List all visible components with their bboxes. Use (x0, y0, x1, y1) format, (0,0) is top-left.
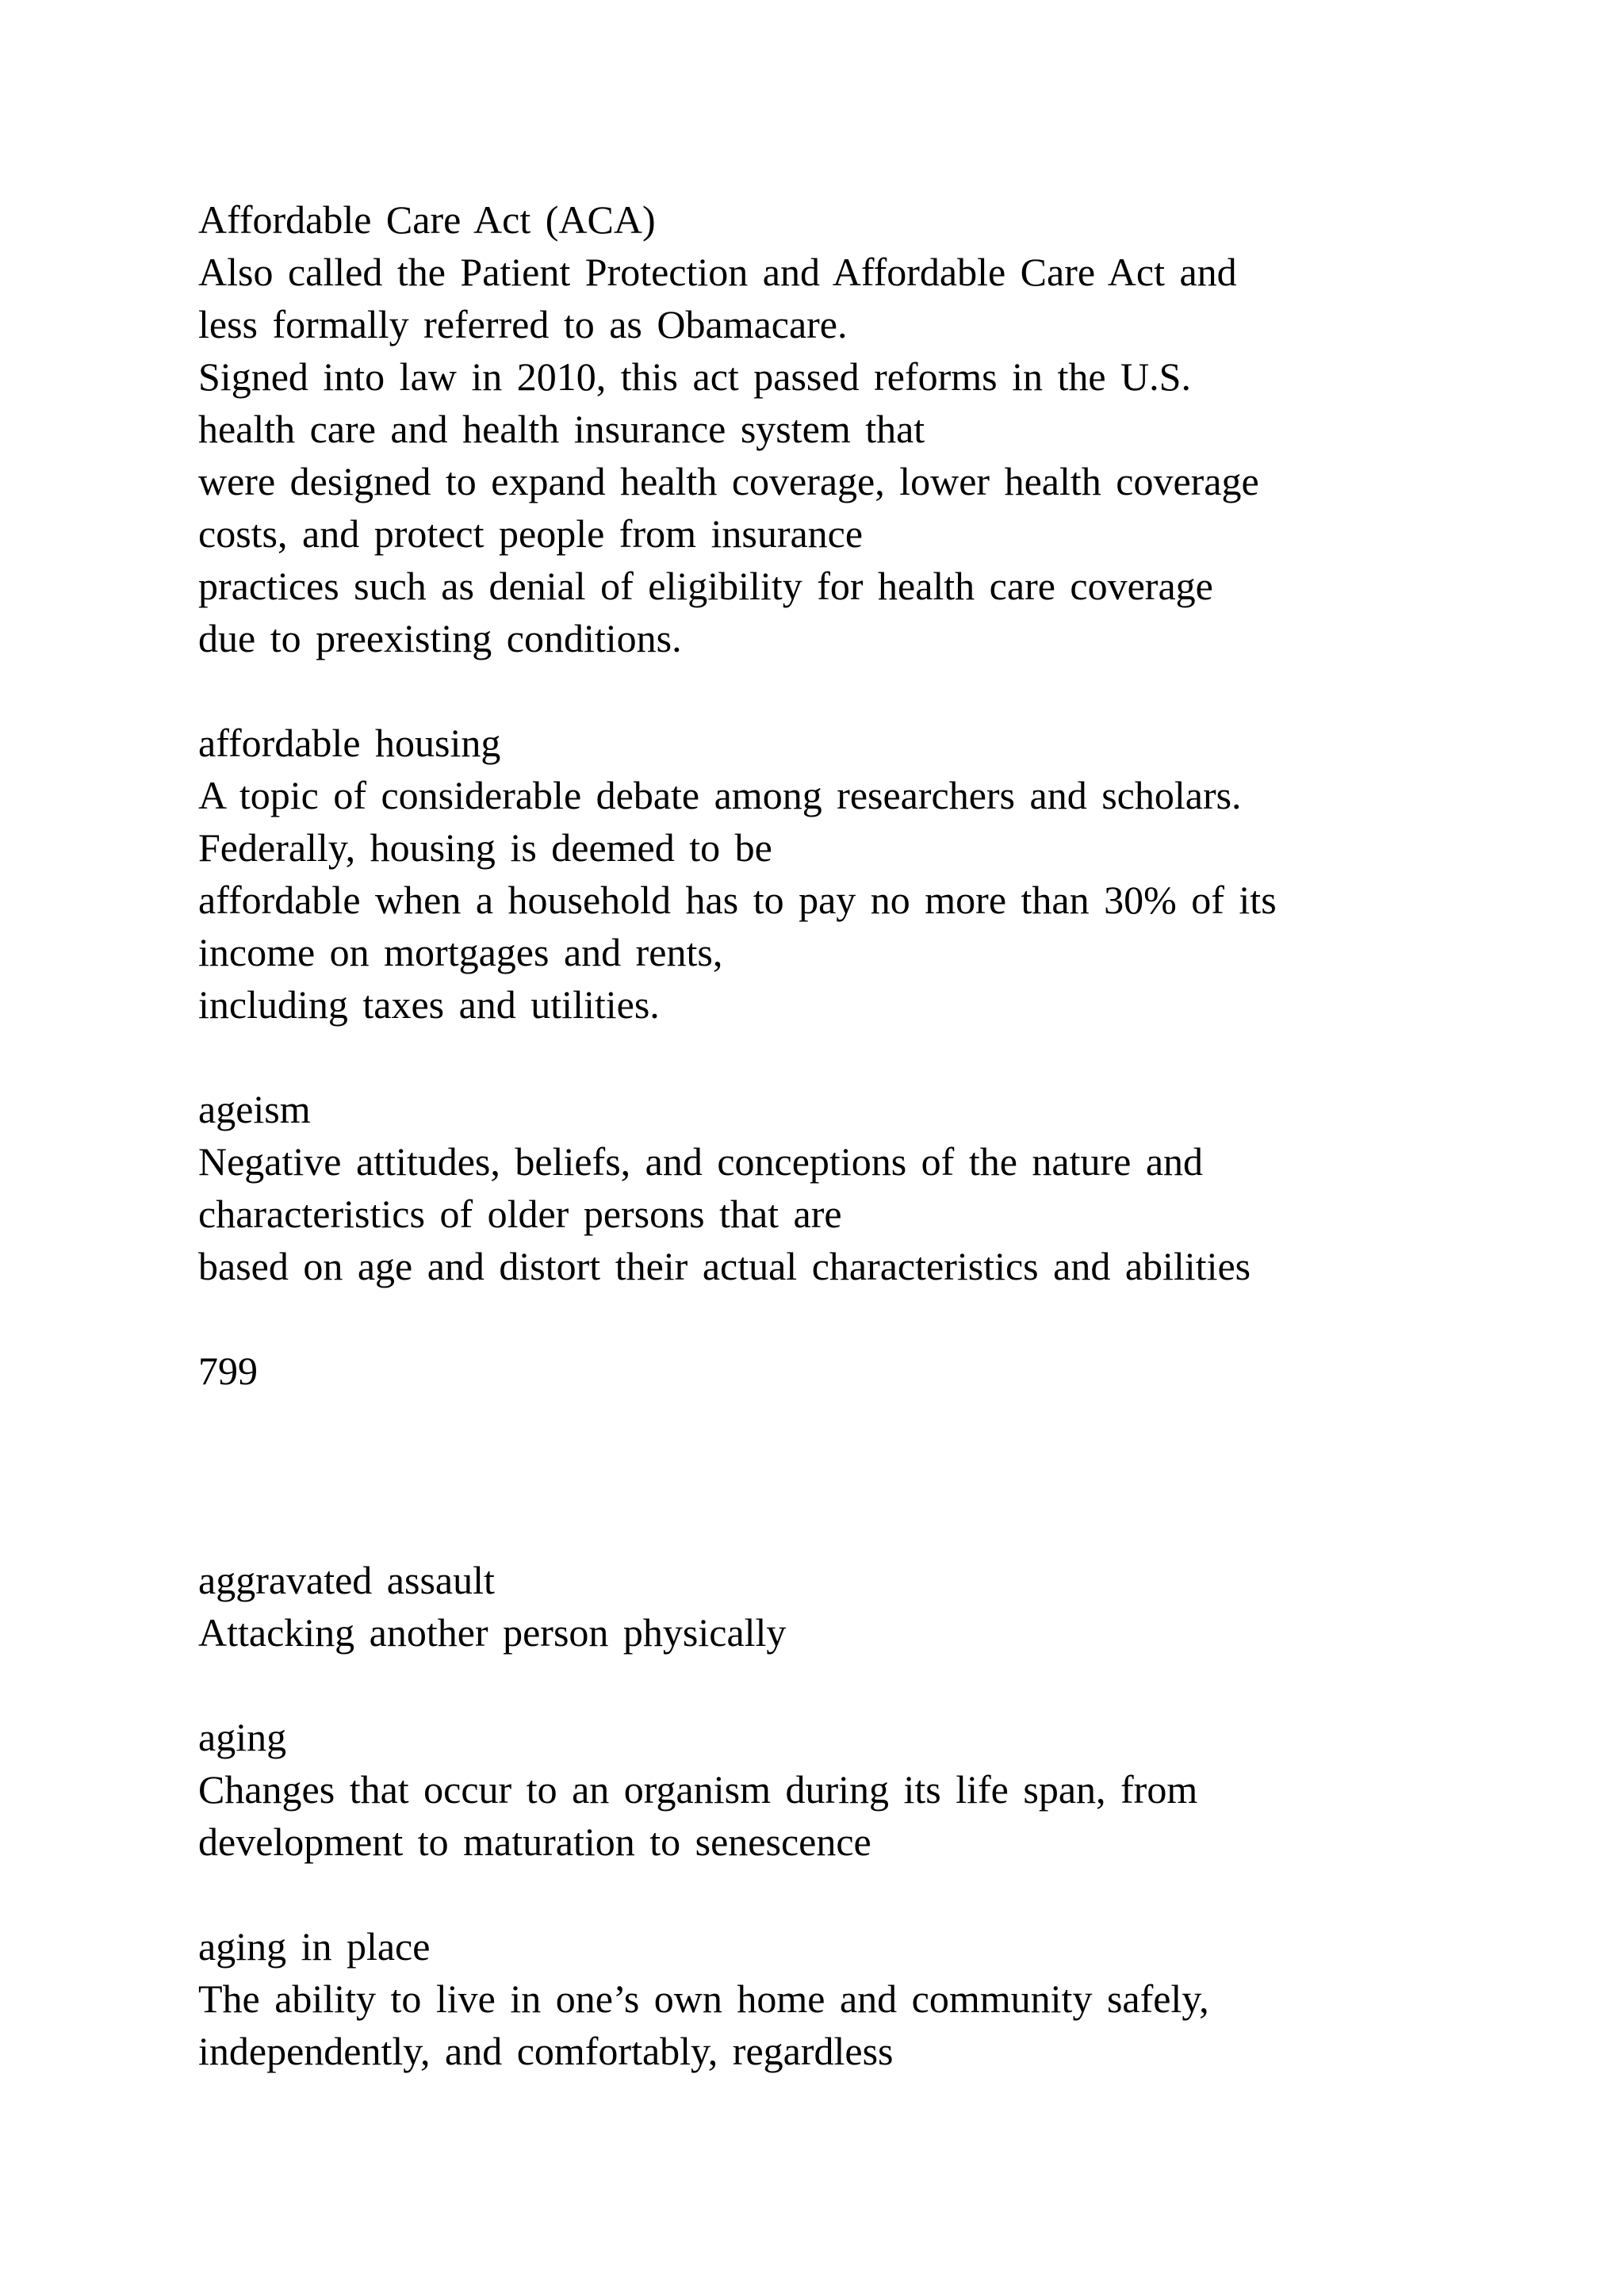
glossary-entry-ageism (198, 1083, 1507, 1292)
glossary-entry-affordable-care-act (198, 193, 1507, 664)
definition-line: development to maturation to senescence (198, 1820, 871, 1864)
definition-line: less formally referred to as Obamacare. (198, 302, 848, 346)
definition-line: due to preexisting conditions. (198, 616, 682, 660)
glossary-entry-aggravated-assault (198, 1554, 1507, 1659)
definition-line: Attacking another person physically (198, 1610, 787, 1655)
definition-line: Signed into law in 2010, this act passed reforms in the U.S. (198, 354, 1191, 399)
glossary-term: ageism (198, 1087, 311, 1131)
definition-line: Changes that occur to an organism during its life span, from (198, 1767, 1198, 1812)
blank-line (198, 664, 1507, 717)
glossary-entry-affordable-housing (198, 717, 1507, 1031)
definition-line: costs, and protect people from insurance (198, 511, 864, 556)
definition-line: income on mortgages and rents, (198, 930, 723, 974)
glossary-term: aggravated assault (198, 1558, 495, 1602)
blank-line (198, 1868, 1507, 1920)
page-break-space (198, 1397, 1507, 1554)
definition-line: Negative attitudes, beliefs, and conceptions of the nature and (198, 1139, 1204, 1184)
glossary-term: affordable housing (198, 721, 501, 765)
definition-line: The ability to live in one’s own home and community safely, (198, 1976, 1209, 2021)
glossary-entry-aging-in-place (198, 1920, 1507, 2077)
definition-line: practices such as denial of eligibility for health care coverage (198, 564, 1213, 608)
definition-line: were designed to expand health coverage, lower health coverage (198, 459, 1259, 503)
definition-line: including taxes and utilities. (198, 982, 660, 1027)
definition-line: independently, and comfortably, regardless (198, 2029, 894, 2073)
definition-line: health care and health insurance system that (198, 407, 925, 451)
page-number: 799 (198, 1349, 258, 1393)
glossary-term: aging in place (198, 1924, 431, 1969)
glossary-term: aging (198, 1715, 287, 1759)
definition-line: based on age and distort their actual characteristics and abilities (198, 1244, 1251, 1288)
blank-line (198, 1659, 1507, 1711)
definition-line: Federally, housing is deemed to be (198, 825, 772, 870)
glossary-entry-aging (198, 1711, 1507, 1868)
glossary-term: Affordable Care Act (ACA) (198, 197, 656, 242)
definition-line: characteristics of older persons that are (198, 1192, 842, 1236)
blank-line (198, 1031, 1507, 1083)
definition-line: Also called the Patient Protection and Affordable Care Act and (198, 250, 1237, 294)
glossary-content (198, 193, 1507, 2077)
definition-line: A topic of considerable debate among researchers and scholars. (198, 773, 1242, 817)
blank-line (198, 1292, 1507, 1345)
definition-line: affordable when a household has to pay no more than 30% of its (198, 878, 1277, 922)
